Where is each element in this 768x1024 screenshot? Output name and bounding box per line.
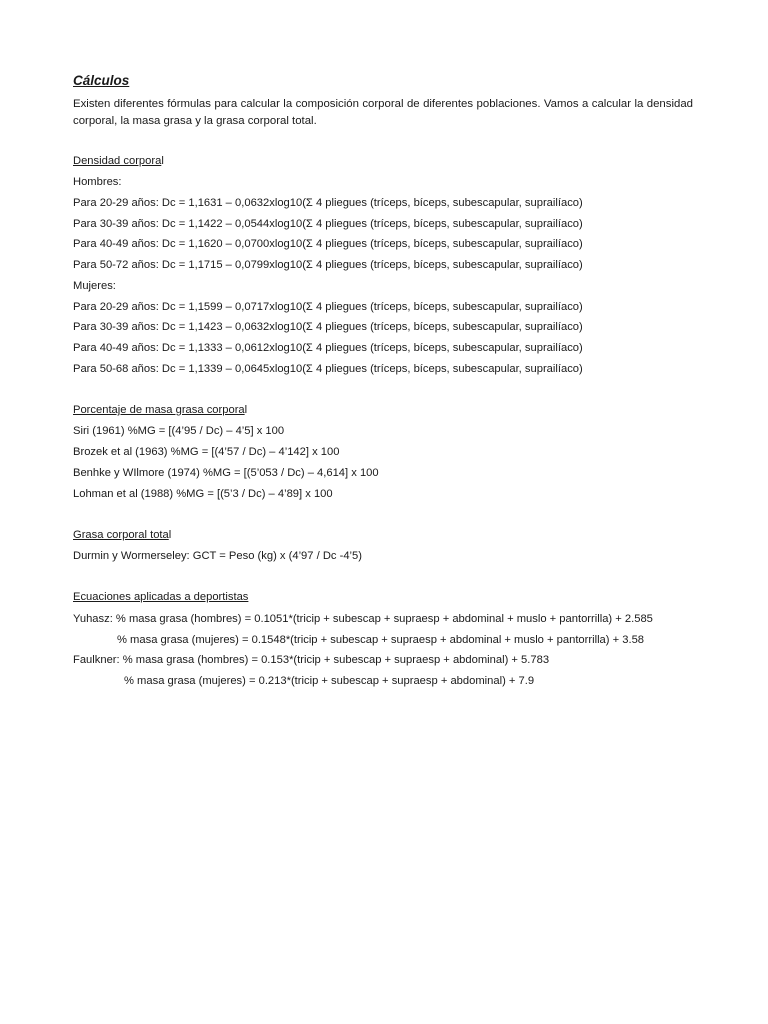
formula-line: Para 30-39 años: Dc = 1,1423 – 0,0632xlog10(Σ 4 pliegues (tríceps, bíceps, subescapular, suprailíaco) — [73, 321, 583, 333]
deportistas-heading — [73, 590, 248, 604]
formula-line: % masa grasa (mujeres) = 0.213*(tricip + subescap + supraesp + abdominal) + 7.9 — [124, 675, 535, 687]
densidad-heading-text: Densidad corpora — [73, 155, 162, 167]
hombres-label: Hombres: — [73, 176, 122, 188]
formula-line: Para 20-29 años: Dc = 1,1599 – 0,0717xlog10(Σ 4 pliegues (tríceps, bíceps, subescapular, suprailíaco) — [73, 301, 583, 313]
formula-line: Yuhasz: % masa grasa (hombres) = 0.1051*(tricip + subescap + supraesp + abdominal + muslo + pantorrilla) + 2.585 — [73, 613, 653, 625]
formula-line: % masa grasa (mujeres) = 0.1548*(tricip + subescap + supraesp + abdominal + muslo + pantorrilla) + 3.58 — [117, 634, 645, 646]
deportistas-heading-text: Ecuaciones aplicadas a deportistas — [73, 591, 249, 603]
porcentaje-heading — [73, 403, 247, 417]
formula-line: Faulkner: % masa grasa (hombres) = 0.153*(tricip + subescap + supraesp + abdominal) + 5.783 — [73, 654, 550, 666]
formula-line: Para 40-49 años: Dc = 1,1333 – 0,0612xlog10(Σ 4 pliegues (tríceps, bíceps, subescapular, suprailíaco) — [73, 342, 583, 354]
densidad-heading-tail: l — [161, 155, 164, 167]
intro-paragraph: Existen diferentes fórmulas para calcular la composición corporal de diferentes poblaciones. Vamos a calcular la densidad corporal, la masa grasa y la grasa corporal total. — [73, 98, 693, 127]
densidad-heading — [73, 154, 164, 168]
formula-line: Brozek et al (1963) %MG = [(4’57 / Dc) – 4’142] x 100 — [73, 446, 340, 458]
formula-line: Para 50-68 años: Dc = 1,1339 – 0,0645xlog10(Σ 4 pliegues (tríceps, bíceps, subescapular, suprailíaco) — [73, 363, 583, 375]
formula-line: Para 40-49 años: Dc = 1,1620 – 0,0700xlog10(Σ 4 pliegues (tríceps, bíceps, subescapular, suprailíaco) — [73, 238, 583, 250]
formula-line: Siri (1961) %MG = [(4’95 / Dc) – 4’5] x 100 — [73, 425, 285, 437]
formula-line: Para 50-72 años: Dc = 1,1715 – 0,0799xlog10(Σ 4 pliegues (tríceps, bíceps, subescapular, suprailíaco) — [73, 259, 583, 271]
formula-line: Durmin y Wormerseley: GCT = Peso (kg) x (4’97 / Dc -4’5) — [73, 550, 362, 562]
grasa-total-heading-tail: l — [168, 529, 172, 541]
mujeres-label: Mujeres: — [73, 280, 116, 292]
formula-line: Benhke y WIlmore (1974) %MG = [(5’053 / Dc) – 4,614] x 100 — [73, 467, 379, 479]
grasa-total-heading-text: Grasa corporal tota — [73, 529, 169, 541]
page-title: Cálculos — [73, 73, 130, 88]
formula-line: Para 20-29 años: Dc = 1,1631 – 0,0632xlog10(Σ 4 pliegues (tríceps, bíceps, subescapular, suprailíaco) — [73, 197, 583, 209]
porcentaje-heading-tail: l — [244, 404, 248, 416]
porcentaje-heading-text: Porcentaje de masa grasa corpora — [73, 404, 245, 416]
formula-line: Para 30-39 años: Dc = 1,1422 – 0,0544xlog10(Σ 4 pliegues (tríceps, bíceps, subescapular, suprailíaco) — [73, 218, 583, 230]
formula-line: Lohman et al (1988) %MG = [(5’3 / Dc) – 4’89] x 100 — [73, 488, 333, 500]
grasa-total-heading — [73, 528, 171, 542]
